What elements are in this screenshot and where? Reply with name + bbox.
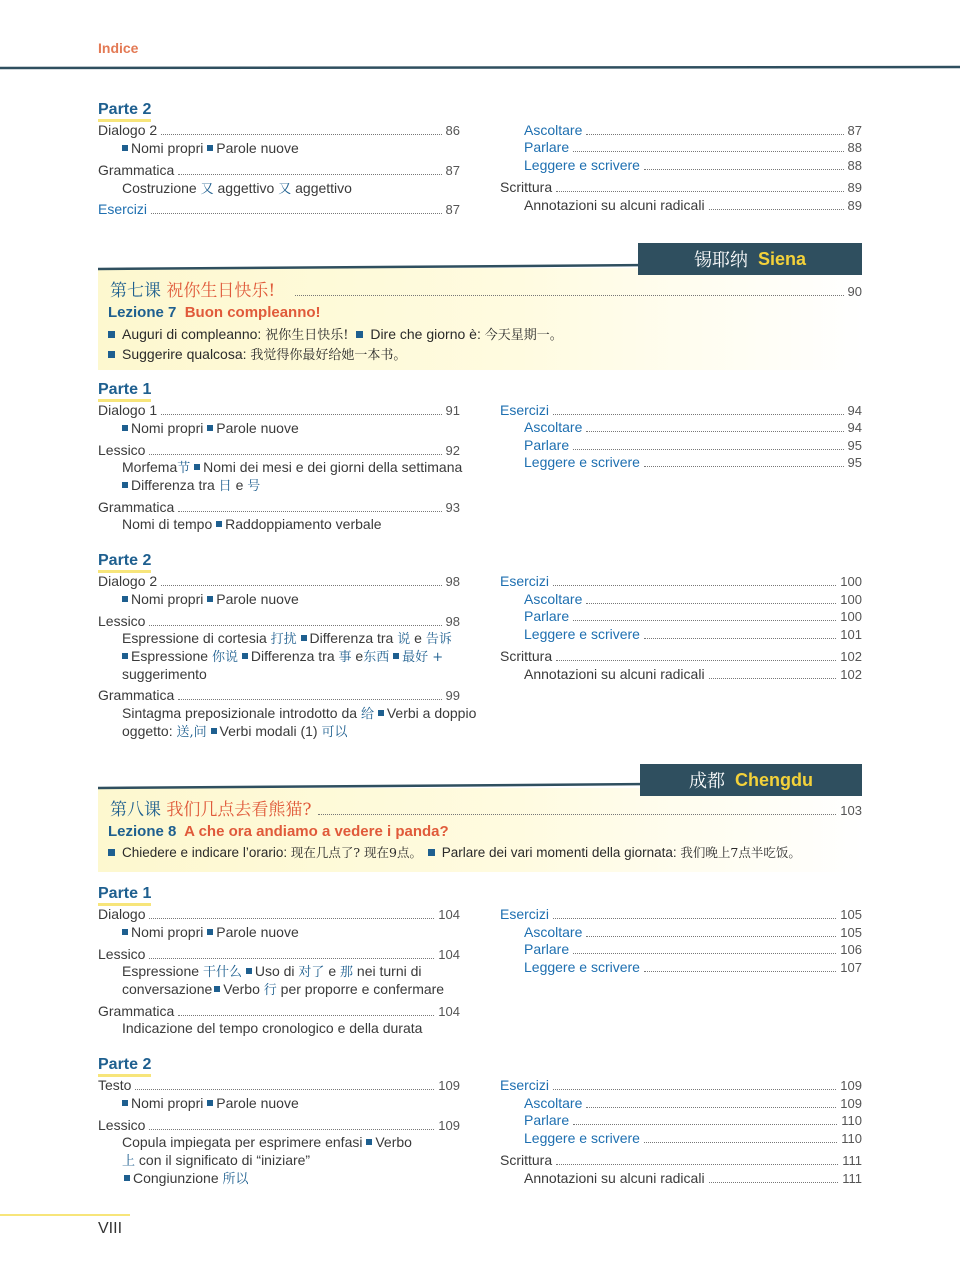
dot-leader xyxy=(553,413,844,415)
toc-entry-parlare[interactable] xyxy=(524,437,862,454)
lesson-rule xyxy=(98,262,658,272)
entry-page: 109 xyxy=(840,1078,862,1093)
dot-leader xyxy=(149,453,441,455)
entry-subtopics: Espressione 你说 Differenza tra 事 e东西 最好 + xyxy=(122,648,443,667)
bullet-square-icon xyxy=(246,968,252,974)
dot-leader xyxy=(586,602,836,604)
entry-page: 89 xyxy=(847,198,862,213)
toc-entry-esercizi[interactable] xyxy=(500,402,862,419)
entry-page: 104 xyxy=(438,1004,460,1019)
toc-entry-esercizi[interactable] xyxy=(500,1077,862,1094)
entry-label: Grammatica xyxy=(98,687,175,703)
dot-leader xyxy=(709,208,844,210)
dot-leader xyxy=(709,1181,839,1183)
entry-subtopics: Morfema节 Nomi dei mesi e dei giorni della settimana xyxy=(122,459,463,476)
entry-page: 103 xyxy=(840,803,862,818)
entry-page: 109 xyxy=(438,1078,460,1093)
entry-label: Esercizi xyxy=(500,906,550,922)
toc-entry-leggere[interactable] xyxy=(524,454,862,471)
entry-page: 102 xyxy=(840,649,862,664)
entry-page: 100 xyxy=(840,609,862,624)
entry-label: Parlare xyxy=(524,1112,570,1128)
entry-page: 105 xyxy=(840,925,862,940)
entry-page: 95 xyxy=(847,455,862,470)
toc-entry-parlare[interactable] xyxy=(524,139,862,156)
bullet-square-icon xyxy=(122,145,128,151)
entry-page: 100 xyxy=(840,574,862,589)
entry-label: Grammatica xyxy=(98,1003,175,1019)
dot-leader xyxy=(149,624,441,626)
entry-subtopics: Espressione 干什么 Uso di 对了 e 那 nei turni di xyxy=(122,963,422,980)
dot-leader xyxy=(586,1106,836,1108)
bullet-square-icon xyxy=(108,331,115,338)
dot-leader xyxy=(573,150,843,152)
dot-leader xyxy=(556,659,836,661)
bullet-square-icon xyxy=(428,849,435,856)
toc-entry-ascoltare[interactable] xyxy=(524,924,862,941)
entry-page: 109 xyxy=(438,1118,460,1133)
entry-label: Ascoltare xyxy=(524,591,583,607)
bullet-square-icon xyxy=(122,653,128,659)
entry-page: 93 xyxy=(445,500,460,515)
toc-entry-testo[interactable] xyxy=(98,1077,460,1094)
lesson-7-goals-line1: Auguri di compleanno: 祝你生日快乐! Dire che giorno è: 今天星期一。 xyxy=(108,325,563,345)
entry-label: Annotazioni su alcuni radicali xyxy=(524,1170,705,1186)
entry-page: 110 xyxy=(841,1131,862,1146)
dot-leader xyxy=(644,637,836,639)
entry-page: 94 xyxy=(847,420,862,435)
entry-label: Testo xyxy=(98,1077,132,1093)
entry-page: 86 xyxy=(445,123,460,138)
entry-label: Dialogo xyxy=(98,906,146,922)
toc-entry-parlare[interactable] xyxy=(524,1112,862,1129)
toc-entry-ascoltare[interactable] xyxy=(524,419,862,436)
entry-label: Leggere e scrivere xyxy=(524,1130,640,1146)
parte-heading: Parte 2 xyxy=(98,1056,151,1077)
dot-leader xyxy=(161,413,441,415)
dot-leader xyxy=(135,1088,434,1090)
toc-entry-dialogo[interactable] xyxy=(98,122,460,139)
dot-leader xyxy=(161,584,441,586)
lesson-8-subtitle: Lezione 8 A che ora andiamo a vedere i panda? xyxy=(108,823,449,840)
entry-page: 107 xyxy=(840,960,862,975)
entry-label: Leggere e scrivere xyxy=(524,626,640,642)
dot-leader xyxy=(553,584,836,586)
dot-leader xyxy=(644,168,844,170)
dot-leader xyxy=(709,677,837,679)
entry-page: 106 xyxy=(840,942,862,957)
bullet-square-icon xyxy=(122,482,128,488)
entry-subtopics: 上 con il significato di “iniziare” xyxy=(122,1152,311,1169)
dot-leader xyxy=(556,190,843,192)
entry-label: Leggere e scrivere xyxy=(524,959,640,975)
entry-page: 111 xyxy=(842,1153,862,1168)
dot-leader xyxy=(178,698,441,700)
entry-subtopics: Nomi propri Parole nuove xyxy=(122,420,299,438)
dot-leader xyxy=(553,1088,836,1090)
dot-leader xyxy=(149,1128,434,1130)
entry-label: Leggere e scrivere xyxy=(524,157,640,173)
entry-label: Parlare xyxy=(524,608,570,624)
entry-subtopics: Nomi propri Parole nuove xyxy=(122,1095,299,1113)
toc-entry-leggere[interactable] xyxy=(524,157,862,174)
dot-leader xyxy=(149,957,434,959)
lesson-8-goals-line1: Chiedere e indicare l’orario: 现在几点了? 现在9点。 Parlare dei vari momenti della giornata: 我们晚上7点半吃饭。 xyxy=(108,844,801,862)
bullet-square-icon xyxy=(301,635,307,641)
entry-subtopics: oggetto: 送,问 Verbi modali (1) 可以 xyxy=(122,723,348,740)
toc-entry-scrittura[interactable] xyxy=(500,1152,862,1169)
toc-entry-dialogo[interactable] xyxy=(98,906,460,923)
entry-label: Esercizi xyxy=(500,573,550,589)
entry-subtopics: Copula impiegata per esprimere enfasi Verbo xyxy=(122,1134,412,1150)
entry-label: Parlare xyxy=(524,941,570,957)
toc-entry-annotazioni[interactable] xyxy=(524,197,862,214)
entry-page: 91 xyxy=(445,403,460,418)
parte-heading: Parte 2 xyxy=(98,552,151,573)
bullet-square-icon xyxy=(108,351,115,358)
toc-entry-ascoltare[interactable] xyxy=(524,1095,862,1112)
bullet-square-icon xyxy=(122,1100,128,1106)
entry-label: Ascoltare xyxy=(524,1095,583,1111)
bullet-square-icon xyxy=(207,596,213,602)
toc-entry-leggere[interactable] xyxy=(524,626,862,643)
entry-label: Scrittura xyxy=(500,648,553,664)
parte-heading: Parte 1 xyxy=(98,885,151,906)
dot-leader xyxy=(586,935,836,937)
entry-page: 109 xyxy=(840,1096,862,1111)
parte-heading: Parte 1 xyxy=(98,381,151,402)
entry-label: Ascoltare xyxy=(524,122,583,138)
entry-page: 89 xyxy=(847,180,862,195)
dot-leader xyxy=(556,1163,838,1165)
entry-label: Scrittura xyxy=(500,1152,553,1168)
entry-subtopics: conversazione Verbo 行 per proporre e confermare xyxy=(122,981,445,998)
entry-page: 99 xyxy=(445,688,460,703)
entry-label: Lessico xyxy=(98,1117,146,1133)
entry-page: 88 xyxy=(847,158,862,173)
dot-leader xyxy=(178,1014,434,1016)
entry-label: Parlare xyxy=(524,437,570,453)
entry-subtopics: Nomi propri Parole nuove xyxy=(122,924,299,942)
toc-entry-leggere[interactable] xyxy=(524,1130,862,1147)
entry-page: 92 xyxy=(445,443,460,458)
dot-leader xyxy=(178,510,441,512)
parte-heading: Parte 2 xyxy=(98,101,151,122)
bullet-square-icon xyxy=(214,986,220,992)
toc-entry-ascoltare[interactable] xyxy=(524,122,862,139)
bullet-square-icon xyxy=(366,1139,372,1145)
toc-entry-scrittura[interactable] xyxy=(500,179,862,196)
entry-page: 111 xyxy=(842,1171,862,1186)
dot-leader xyxy=(573,619,836,621)
entry-page: 87 xyxy=(445,163,460,178)
lesson-7-subtitle: Lezione 7 Buon compleanno! xyxy=(108,304,321,321)
dot-leader xyxy=(573,448,843,450)
entry-subtopics: Espressione di cortesia 打扰 Differenza tra 说 e 告诉 xyxy=(122,630,452,647)
toc-entry-esercizi[interactable] xyxy=(500,906,862,923)
entry-page: 104 xyxy=(438,947,460,962)
entry-label: Esercizi xyxy=(500,402,550,418)
bullet-square-icon xyxy=(207,1100,213,1106)
dot-leader xyxy=(295,294,843,296)
entry-label: Parlare xyxy=(524,139,570,155)
dot-leader xyxy=(553,917,836,919)
entry-page: 105 xyxy=(840,907,862,922)
toc-entry-annotazioni[interactable] xyxy=(524,1170,862,1187)
city-name: Chengdu xyxy=(735,769,813,790)
entry-page: 110 xyxy=(841,1113,862,1128)
toc-entry-esercizi[interactable] xyxy=(98,201,460,218)
city-name: Siena xyxy=(757,248,807,269)
entry-label: Grammatica xyxy=(98,162,175,178)
entry-page: 90 xyxy=(847,284,862,299)
bullet-square-icon xyxy=(124,1175,130,1181)
lesson-title-zh: 祝你生日快乐! xyxy=(166,281,276,301)
bullet-square-icon xyxy=(211,728,217,734)
page-number: VIII xyxy=(98,1220,123,1237)
entry-subtopics: Sintagma preposizionale introdotto da 给 Verbi a doppio xyxy=(122,705,477,722)
city-ribbon xyxy=(640,764,862,796)
dot-leader xyxy=(178,173,441,175)
entry-label: Dialogo 2 xyxy=(98,573,158,589)
bullet-square-icon xyxy=(207,425,213,431)
dot-leader xyxy=(573,1123,837,1125)
entry-label: Dialogo 1 xyxy=(98,402,158,418)
entry-subtopics: Nomi di tempo Raddoppiamento verbale xyxy=(122,516,382,532)
bullet-square-icon xyxy=(393,653,399,659)
toc-entry-scrittura[interactable] xyxy=(500,648,862,665)
entry-label: Ascoltare xyxy=(524,419,583,435)
lesson-number-zh: 第八课 xyxy=(110,800,161,820)
bullet-square-icon xyxy=(108,849,115,856)
entry-page: 98 xyxy=(445,614,460,629)
bullet-square-icon xyxy=(122,929,128,935)
entry-page: 104 xyxy=(438,907,460,922)
entry-page: 87 xyxy=(847,123,862,138)
toc-entry-annotazioni[interactable] xyxy=(524,666,862,683)
entry-label: Lessico xyxy=(98,946,146,962)
entry-subtopics: Costruzione 又 aggettivo 又 aggettivo xyxy=(122,180,352,197)
header-rule xyxy=(0,64,960,72)
entry-label: Annotazioni su alcuni radicali xyxy=(524,666,705,682)
toc-entry-ascoltare[interactable] xyxy=(524,591,862,608)
entry-subtopics: Indicazione del tempo cronologico e della durata xyxy=(122,1020,423,1036)
dot-leader xyxy=(644,1141,837,1143)
bullet-square-icon xyxy=(378,710,384,716)
entry-subtopics: suggerimento xyxy=(122,666,207,682)
entry-page: 94 xyxy=(847,403,862,418)
entry-label: Grammatica xyxy=(98,499,175,515)
lesson-title-zh: 我们几点去看熊猫? xyxy=(166,800,312,820)
toc-entry-parlare[interactable] xyxy=(524,941,862,958)
bullet-square-icon xyxy=(194,464,200,470)
entry-page: 101 xyxy=(840,627,862,642)
entry-page: 98 xyxy=(445,574,460,589)
entry-label: Scrittura xyxy=(500,179,553,195)
entry-label: Lessico xyxy=(98,613,146,629)
lesson-7-goals-line2: Suggerire qualcosa: 我觉得你最好给她一本书。 xyxy=(108,345,406,365)
entry-label: Ascoltare xyxy=(524,924,583,940)
dot-leader xyxy=(318,813,837,815)
entry-page: 102 xyxy=(840,667,862,682)
toc-entry-grammatica[interactable] xyxy=(98,1003,460,1020)
city-name-zh: 成都 xyxy=(689,771,725,792)
bullet-square-icon xyxy=(216,521,222,527)
lesson-7-title[interactable] xyxy=(110,283,862,300)
toc-entry-grammatica[interactable] xyxy=(98,687,460,704)
entry-subtopics: Differenza tra 日 e 号 xyxy=(122,477,260,496)
bullet-square-icon xyxy=(242,653,248,659)
entry-label: Dialogo 2 xyxy=(98,122,158,138)
toc-entry-dialogo[interactable] xyxy=(98,402,460,419)
lesson-number-zh: 第七课 xyxy=(110,281,161,301)
entry-label: Esercizi xyxy=(500,1077,550,1093)
footer-rule xyxy=(0,1214,130,1216)
entry-page: 87 xyxy=(445,202,460,217)
lesson-rule xyxy=(98,781,658,791)
toc-entry-grammatica[interactable] xyxy=(98,499,460,516)
dot-leader xyxy=(644,465,844,467)
entry-page: 88 xyxy=(847,140,862,155)
toc-entry-dialogo[interactable] xyxy=(98,573,460,590)
entry-label: Annotazioni su alcuni radicali xyxy=(524,197,705,213)
dot-leader xyxy=(586,430,843,432)
bullet-square-icon xyxy=(122,596,128,602)
city-name-zh: 锡耶纳 xyxy=(693,250,748,271)
dot-leader xyxy=(573,952,836,954)
lesson-8-title[interactable] xyxy=(110,802,862,819)
entry-page: 100 xyxy=(840,592,862,607)
toc-entry-lessico[interactable] xyxy=(98,1117,460,1134)
entry-label: Leggere e scrivere xyxy=(524,454,640,470)
entry-page: 95 xyxy=(847,438,862,453)
toc-entry-lessico[interactable] xyxy=(98,442,460,459)
running-header: Indice xyxy=(98,40,139,56)
bullet-square-icon xyxy=(207,929,213,935)
entry-label: Lessico xyxy=(98,442,146,458)
toc-entry-grammatica[interactable] xyxy=(98,162,460,179)
toc-entry-lessico[interactable] xyxy=(98,613,460,630)
toc-entry-lessico[interactable] xyxy=(98,946,460,963)
toc-entry-leggere[interactable] xyxy=(524,959,862,976)
dot-leader xyxy=(151,212,442,214)
toc-entry-parlare[interactable] xyxy=(524,608,862,625)
city-ribbon xyxy=(638,243,862,275)
entry-subtopics: Nomi propri Parole nuove xyxy=(122,591,299,609)
entry-label: Esercizi xyxy=(98,201,148,217)
bullet-square-icon xyxy=(122,425,128,431)
bullet-square-icon xyxy=(207,145,213,151)
entry-subtopics: Congiunzione 所以 xyxy=(124,1170,249,1189)
dot-leader xyxy=(586,133,843,135)
dot-leader xyxy=(161,133,441,135)
bullet-square-icon xyxy=(356,331,363,338)
entry-subtopics: Nomi propri Parole nuove xyxy=(122,140,299,158)
toc-entry-esercizi[interactable] xyxy=(500,573,862,590)
dot-leader xyxy=(149,917,434,919)
dot-leader xyxy=(644,970,836,972)
